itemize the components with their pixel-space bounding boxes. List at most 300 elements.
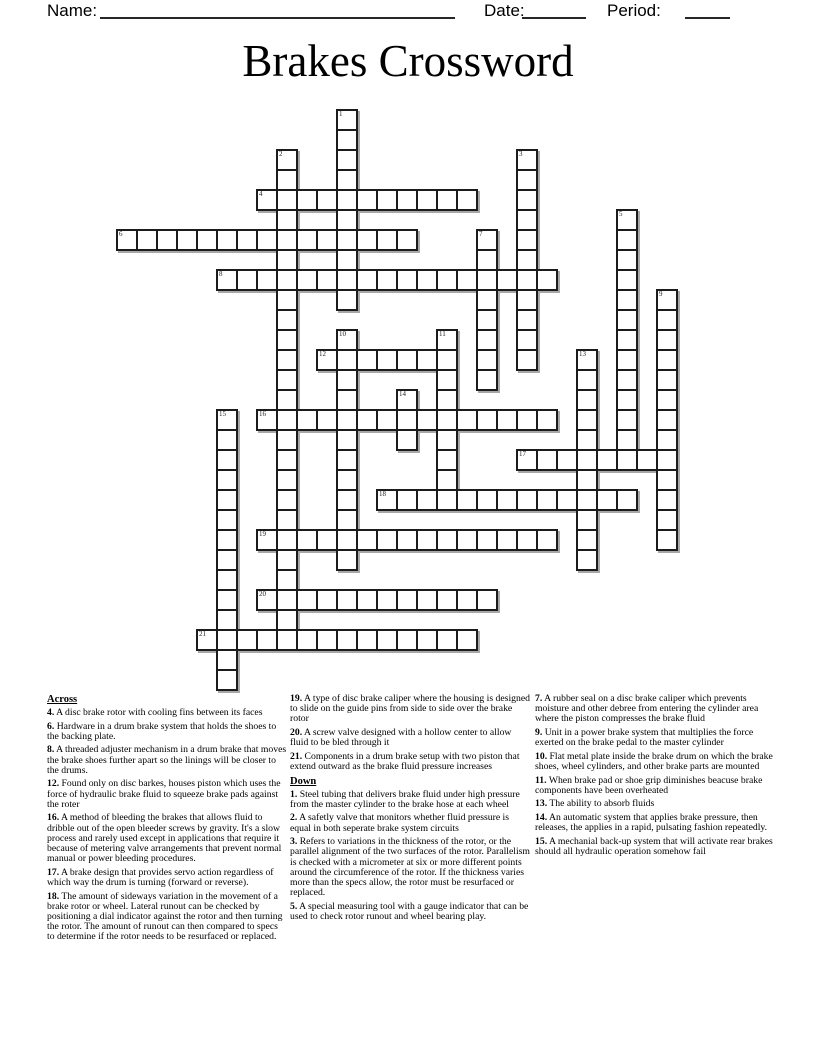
grid-cell-r2c11 — [336, 149, 358, 171]
grid-cell-r21c7 — [256, 529, 278, 551]
grid-cell-r8c14 — [396, 269, 418, 291]
clue-number: 20. — [290, 726, 303, 738]
clue-5: 5. A special measuring tool with a gauge indicator that can be used to check rotor runout and wheel bearing play. — [290, 900, 529, 922]
grid-cell-r1c11 — [336, 129, 358, 151]
grid-cell-r15c21 — [536, 409, 558, 431]
grid-cell-r6c10 — [316, 229, 338, 251]
grid-cell-r8c20 — [516, 269, 538, 291]
clue-20: 20. A screw valve designed with a hollow center to allow fluid to be bled through it — [290, 726, 512, 749]
down-heading: Down — [290, 775, 317, 787]
grid-cell-r19c21 — [536, 489, 558, 511]
period-blank-line — [685, 2, 730, 19]
grid-cell-r7c20 — [516, 249, 538, 271]
grid-cell-r15c23 — [576, 409, 598, 431]
grid-cell-r17c25 — [616, 449, 638, 471]
grid-cell-r18c5 — [216, 469, 238, 491]
grid-cell-r20c11 — [336, 509, 358, 531]
clue-number: 13. — [535, 798, 548, 810]
grid-cell-r11c8 — [276, 329, 298, 351]
grid-cell-r6c9 — [296, 229, 318, 251]
clue-number: 5. — [290, 900, 298, 912]
grid-cell-r19c15 — [416, 489, 438, 511]
grid-cell-r12c15 — [416, 349, 438, 371]
grid-cell-r15c17 — [456, 409, 478, 431]
grid-cell-r19c5 — [216, 489, 238, 511]
grid-cell-r12c11 — [336, 349, 358, 371]
grid-cell-r21c15 — [416, 529, 438, 551]
clue-number: 9. — [535, 726, 543, 738]
clue-3: 3. Refers to variations in the thickness of the rotor, or the parallel alignment of the two surfaces of the rotor. Parallelism is checked with a micrometer at six or more different points around the circumference of the rotor. If the thickness varies more than the specs allow, the rotor must be resurfaced or replaced. — [290, 836, 530, 898]
grid-cell-r8c16 — [436, 269, 458, 291]
clue-18: 18. The amount of sideways variation in the movement of a brake rotor or wheel. Lateral runout can be checked by positioning a dial indicator against the rotor and then turning the rotor. The amount of runout can then compared to specs to determine if the rotor needs to be resurfaced or replaced. — [47, 890, 283, 943]
grid-cell-r4c12 — [356, 189, 378, 211]
grid-cell-r19c27 — [656, 489, 678, 511]
crossword-grid — [117, 110, 679, 692]
grid-cell-r10c18 — [476, 309, 498, 331]
grid-cell-r14c11 — [336, 389, 358, 411]
grid-cell-r9c27 — [656, 289, 678, 311]
grid-cell-r19c13 — [376, 489, 398, 511]
date-label: Date: — [484, 1, 525, 20]
grid-cell-r15c14 — [396, 409, 418, 431]
clue-11: 11. When brake pad or shoe grip diminishes beacuse brake components have been overheated — [535, 774, 763, 796]
grid-cell-r21c9 — [296, 529, 318, 551]
grid-cell-r6c4 — [196, 229, 218, 251]
grid-cell-r24c8 — [276, 589, 298, 611]
grid-cell-r8c25 — [616, 269, 638, 291]
grid-cell-r7c18 — [476, 249, 498, 271]
clue-1: 1. Steel tubing that delivers brake fluid under high pressure from the master cylinder to the brake hose at each wheel — [290, 788, 520, 810]
clue-number: 17. — [47, 866, 60, 878]
grid-cell-r14c14 — [396, 389, 418, 411]
cell-number-9: 9 — [659, 290, 663, 298]
grid-cell-r25c5 — [216, 609, 238, 631]
grid-cell-r19c19 — [496, 489, 518, 511]
cell-number-7: 7 — [479, 230, 483, 238]
grid-cell-r8c6 — [236, 269, 258, 291]
grid-cell-r14c23 — [576, 389, 598, 411]
grid-cell-r21c10 — [316, 529, 338, 551]
grid-cell-r17c26 — [636, 449, 658, 471]
clue-17: 17. A brake design that provides servo action regardless of which way the drum is turning (forward or reverse). — [47, 866, 274, 888]
clue-number: 8. — [47, 744, 55, 756]
grid-cell-r12c13 — [376, 349, 398, 371]
grid-cell-r5c11 — [336, 209, 358, 231]
grid-cell-r8c7 — [256, 269, 278, 291]
grid-cell-r4c11 — [336, 189, 358, 211]
grid-cell-r19c17 — [456, 489, 478, 511]
clue-6: 6. Hardware in a drum brake system that holds the shoes to the backing plate. — [47, 720, 277, 742]
grid-cell-r4c20 — [516, 189, 538, 211]
grid-cell-r6c2 — [156, 229, 178, 251]
clue-number: 11. — [535, 774, 547, 786]
grid-cell-r4c8 — [276, 189, 298, 211]
clue-number: 3. — [290, 836, 298, 848]
clue-4: 4. A disc brake rotor with cooling fins between its faces — [47, 707, 263, 718]
clue-number: 15. — [535, 835, 548, 847]
grid-cell-r24c12 — [356, 589, 378, 611]
grid-cell-r20c23 — [576, 509, 598, 531]
clue-13: 13. The ability to absorb fluids — [535, 798, 655, 810]
clue-15: 15. A mechanial back-up system that will activate rear brakes should all hydraulic operation somehow fail — [535, 835, 773, 858]
grid-cell-r16c23 — [576, 429, 598, 451]
grid-cell-r21c23 — [576, 529, 598, 551]
grid-cell-r3c11 — [336, 169, 358, 191]
clue-8: 8. A threaded adjuster mechanism in a drum brake that moves the brake shoes further apart so the linings will be closer to the drums. — [47, 744, 287, 776]
grid-cell-r8c15 — [416, 269, 438, 291]
grid-cell-r13c11 — [336, 369, 358, 391]
grid-cell-r9c8 — [276, 289, 298, 311]
grid-cell-r20c8 — [276, 509, 298, 531]
grid-cell-r21c8 — [276, 529, 298, 551]
grid-cell-r21c17 — [456, 529, 478, 551]
grid-cell-r17c5 — [216, 449, 238, 471]
grid-cell-r15c25 — [616, 409, 638, 431]
grid-cell-r17c24 — [596, 449, 618, 471]
grid-cell-r6c6 — [236, 229, 258, 251]
cell-number-3: 3 — [519, 150, 523, 158]
grid-cell-r28c5 — [216, 669, 238, 691]
grid-cell-r26c11 — [336, 629, 358, 651]
grid-cell-r10c25 — [616, 309, 638, 331]
grid-cell-r8c21 — [536, 269, 558, 291]
grid-cell-r16c25 — [616, 429, 638, 451]
grid-cell-r19c11 — [336, 489, 358, 511]
grid-cell-r6c13 — [376, 229, 398, 251]
grid-cell-r8c13 — [376, 269, 398, 291]
grid-cell-r24c13 — [376, 589, 398, 611]
grid-cell-r10c8 — [276, 309, 298, 331]
grid-cell-r18c23 — [576, 469, 598, 491]
cell-number-11: 11 — [439, 330, 446, 338]
cell-number-21: 21 — [199, 630, 206, 638]
clue-number: 12. — [47, 778, 60, 790]
grid-cell-r23c5 — [216, 569, 238, 591]
grid-cell-r13c18 — [476, 369, 498, 391]
grid-cell-r26c12 — [356, 629, 378, 651]
grid-cell-r16c5 — [216, 429, 238, 451]
grid-cell-r27c5 — [216, 649, 238, 671]
grid-cell-r4c16 — [436, 189, 458, 211]
grid-cell-r19c22 — [556, 489, 578, 511]
grid-cell-r16c16 — [436, 429, 458, 451]
clue-number: 7. — [535, 693, 543, 704]
grid-cell-r21c14 — [396, 529, 418, 551]
grid-cell-r21c20 — [516, 529, 538, 551]
grid-cell-r6c25 — [616, 229, 638, 251]
grid-cell-r26c4 — [196, 629, 218, 651]
grid-cell-r6c7 — [256, 229, 278, 251]
name-blank-line — [100, 2, 455, 19]
grid-cell-r15c13 — [376, 409, 398, 431]
grid-cell-r12c10 — [316, 349, 338, 371]
cell-number-15: 15 — [219, 410, 226, 418]
grid-cell-r11c11 — [336, 329, 358, 351]
grid-cell-r18c16 — [436, 469, 458, 491]
grid-cell-r15c5 — [216, 409, 238, 431]
grid-cell-r24c16 — [436, 589, 458, 611]
grid-cell-r24c10 — [316, 589, 338, 611]
grid-cell-r19c8 — [276, 489, 298, 511]
grid-cell-r16c8 — [276, 429, 298, 451]
grid-cell-r5c8 — [276, 209, 298, 231]
grid-cell-r24c15 — [416, 589, 438, 611]
grid-cell-r24c18 — [476, 589, 498, 611]
grid-cell-r2c20 — [516, 149, 538, 171]
grid-cell-r8c11 — [336, 269, 358, 291]
grid-cell-r26c13 — [376, 629, 398, 651]
grid-cell-r21c18 — [476, 529, 498, 551]
grid-cell-r9c20 — [516, 289, 538, 311]
grid-cell-r3c8 — [276, 169, 298, 191]
clue-10: 10. Flat metal plate inside the brake drum on which the brake shoes, wheel cylinders, and other brake parts are mounted — [535, 750, 773, 772]
grid-cell-r26c10 — [316, 629, 338, 651]
clue-19: 19. A type of disc brake caliper where the housing is designed to slide on the guide pins from side to side over the brake rotor — [290, 693, 530, 725]
grid-cell-r6c0 — [116, 229, 138, 251]
grid-cell-r13c8 — [276, 369, 298, 391]
grid-cell-r15c16 — [436, 409, 458, 431]
grid-cell-r10c20 — [516, 309, 538, 331]
grid-cell-r25c8 — [276, 609, 298, 631]
clue-column-2 — [290, 694, 530, 925]
grid-cell-r19c14 — [396, 489, 418, 511]
grid-cell-r6c14 — [396, 229, 418, 251]
grid-cell-r15c11 — [336, 409, 358, 431]
cell-number-5: 5 — [619, 210, 623, 218]
grid-cell-r17c16 — [436, 449, 458, 471]
grid-cell-r19c24 — [596, 489, 618, 511]
grid-cell-r6c12 — [356, 229, 378, 251]
grid-cell-r24c7 — [256, 589, 278, 611]
grid-cell-r15c18 — [476, 409, 498, 431]
grid-cell-r15c9 — [296, 409, 318, 431]
grid-cell-r21c19 — [496, 529, 518, 551]
grid-cell-r12c23 — [576, 349, 598, 371]
grid-cell-r15c10 — [316, 409, 338, 431]
clue-number: 1. — [290, 788, 298, 800]
grid-cell-r8c12 — [356, 269, 378, 291]
grid-cell-r14c8 — [276, 389, 298, 411]
grid-cell-r7c11 — [336, 249, 358, 271]
grid-cell-r21c5 — [216, 529, 238, 551]
grid-cell-r14c27 — [656, 389, 678, 411]
grid-cell-r21c21 — [536, 529, 558, 551]
grid-cell-r24c14 — [396, 589, 418, 611]
cell-number-1: 1 — [339, 110, 343, 118]
grid-cell-r13c16 — [436, 369, 458, 391]
cell-number-16: 16 — [259, 410, 266, 418]
clue-2: 2. A safetly valve that monitors whether fluid pressure is equal in both seperate brake system circuits — [290, 812, 509, 834]
grid-cell-r17c21 — [536, 449, 558, 471]
grid-cell-r18c27 — [656, 469, 678, 491]
grid-cell-r9c11 — [336, 289, 358, 311]
grid-cell-r2c8 — [276, 149, 298, 171]
grid-cell-r12c12 — [356, 349, 378, 371]
grid-cell-r12c14 — [396, 349, 418, 371]
grid-cell-r3c20 — [516, 169, 538, 191]
clue-12: 12. Found only on disc barkes, houses piston which uses the force of hydraulic brake fluid to squeeze brake pads against the roter — [47, 778, 281, 810]
grid-cell-r8c18 — [476, 269, 498, 291]
grid-cell-r14c25 — [616, 389, 638, 411]
cell-number-8: 8 — [219, 270, 223, 278]
grid-cell-r19c18 — [476, 489, 498, 511]
period-label: Period: — [607, 1, 661, 20]
grid-cell-r17c23 — [576, 449, 598, 471]
grid-cell-r24c5 — [216, 589, 238, 611]
grid-cell-r15c8 — [276, 409, 298, 431]
grid-cell-r26c15 — [416, 629, 438, 651]
clue-14: 14. An automatic system that applies brake pressure, then releases, the applies in a rapid, pulsating fashion repeatedly. — [535, 812, 768, 834]
grid-cell-r8c19 — [496, 269, 518, 291]
grid-cell-r6c1 — [136, 229, 158, 251]
grid-cell-r19c25 — [616, 489, 638, 511]
grid-cell-r12c25 — [616, 349, 638, 371]
clue-7: 7. A rubber seal on a disc brake caliper which prevents moisture and other debree from entering the cylinder area where the piston compresses the brake fluid — [535, 693, 759, 725]
grid-cell-r17c20 — [516, 449, 538, 471]
grid-cell-r12c16 — [436, 349, 458, 371]
grid-cell-r26c6 — [236, 629, 258, 651]
grid-cell-r5c25 — [616, 209, 638, 231]
grid-cell-r14c16 — [436, 389, 458, 411]
clue-column-1 — [47, 694, 287, 946]
grid-cell-r24c11 — [336, 589, 358, 611]
across-heading: Across — [47, 694, 78, 705]
grid-cell-r8c10 — [316, 269, 338, 291]
clue-number: 21. — [290, 750, 303, 762]
grid-cell-r11c25 — [616, 329, 638, 351]
grid-cell-r12c27 — [656, 349, 678, 371]
clue-number: 19. — [290, 693, 303, 704]
grid-cell-r21c16 — [436, 529, 458, 551]
grid-cell-r20c5 — [216, 509, 238, 531]
grid-cell-r13c25 — [616, 369, 638, 391]
grid-cell-r4c17 — [456, 189, 478, 211]
grid-cell-r15c15 — [416, 409, 438, 431]
grid-cell-r22c5 — [216, 549, 238, 571]
grid-cell-r21c27 — [656, 529, 678, 551]
grid-cell-r16c14 — [396, 429, 418, 451]
grid-cell-r11c20 — [516, 329, 538, 351]
grid-cell-r22c11 — [336, 549, 358, 571]
grid-cell-r15c7 — [256, 409, 278, 431]
grid-cell-r20c27 — [656, 509, 678, 531]
clue-16: 16. A method of bleeding the brakes that allows fluid to dribble out of the open bleeder screws by gravity. It's a slow process and rarely used except in applications that require it because of metering valve arrangements that prevent normal manual or power bleeding procedures. — [47, 812, 282, 865]
grid-cell-r23c8 — [276, 569, 298, 591]
grid-cell-r24c17 — [456, 589, 478, 611]
grid-cell-r17c27 — [656, 449, 678, 471]
grid-cell-r10c27 — [656, 309, 678, 331]
grid-cell-r18c8 — [276, 469, 298, 491]
grid-cell-r8c9 — [296, 269, 318, 291]
clue-number: 4. — [47, 707, 55, 718]
clue-column-3 — [535, 694, 775, 861]
grid-cell-r17c22 — [556, 449, 578, 471]
grid-cell-r4c9 — [296, 189, 318, 211]
grid-cell-r16c27 — [656, 429, 678, 451]
name-label: Name: — [47, 1, 98, 20]
grid-cell-r12c8 — [276, 349, 298, 371]
grid-cell-r8c5 — [216, 269, 238, 291]
grid-cell-r7c25 — [616, 249, 638, 271]
grid-cell-r21c11 — [336, 529, 358, 551]
grid-cell-r26c7 — [256, 629, 278, 651]
grid-cell-r15c27 — [656, 409, 678, 431]
grid-cell-r26c5 — [216, 629, 238, 651]
grid-cell-r17c11 — [336, 449, 358, 471]
grid-cell-r9c18 — [476, 289, 498, 311]
grid-cell-r26c8 — [276, 629, 298, 651]
clue-number: 18. — [47, 890, 60, 902]
grid-cell-r4c14 — [396, 189, 418, 211]
cell-number-17: 17 — [519, 450, 526, 458]
grid-cell-r24c9 — [296, 589, 318, 611]
cell-number-18: 18 — [379, 490, 386, 498]
grid-cell-r17c8 — [276, 449, 298, 471]
grid-cell-r13c23 — [576, 369, 598, 391]
grid-cell-r22c8 — [276, 549, 298, 571]
cell-number-14: 14 — [399, 390, 406, 398]
cell-number-12: 12 — [319, 350, 326, 358]
grid-cell-r6c3 — [176, 229, 198, 251]
grid-cell-r0c11 — [336, 109, 358, 131]
grid-cell-r15c20 — [516, 409, 538, 431]
grid-cell-r4c13 — [376, 189, 398, 211]
grid-cell-r21c13 — [376, 529, 398, 551]
grid-cell-r4c7 — [256, 189, 278, 211]
grid-cell-r21c12 — [356, 529, 378, 551]
grid-cell-r22c23 — [576, 549, 598, 571]
date-blank-line — [522, 2, 586, 19]
grid-cell-r8c8 — [276, 269, 298, 291]
grid-cell-r19c23 — [576, 489, 598, 511]
grid-cell-r19c20 — [516, 489, 538, 511]
cell-number-6: 6 — [119, 230, 123, 238]
grid-cell-r15c12 — [356, 409, 378, 431]
grid-cell-r6c11 — [336, 229, 358, 251]
grid-cell-r26c16 — [436, 629, 458, 651]
grid-cell-r18c11 — [336, 469, 358, 491]
grid-cell-r19c16 — [436, 489, 458, 511]
cell-number-20: 20 — [259, 590, 266, 598]
grid-cell-r26c9 — [296, 629, 318, 651]
clue-number: 14. — [535, 812, 548, 824]
grid-cell-r6c20 — [516, 229, 538, 251]
clue-number: 2. — [290, 812, 298, 824]
grid-cell-r6c8 — [276, 229, 298, 251]
grid-cell-r4c10 — [316, 189, 338, 211]
grid-cell-r7c8 — [276, 249, 298, 271]
clue-9: 9. Unit in a power brake system that multiplies the force exerted on the brake pedal to the master cylinder — [535, 726, 754, 749]
cell-number-19: 19 — [259, 530, 266, 538]
clue-number: 6. — [47, 720, 55, 732]
grid-cell-r4c15 — [416, 189, 438, 211]
grid-cell-r12c20 — [516, 349, 538, 371]
grid-cell-r15c19 — [496, 409, 518, 431]
grid-cell-r11c27 — [656, 329, 678, 351]
grid-cell-r26c17 — [456, 629, 478, 651]
page-title: Brakes Crossword — [242, 36, 574, 86]
grid-cell-r12c18 — [476, 349, 498, 371]
clue-number: 10. — [535, 750, 548, 762]
grid-cell-r13c27 — [656, 369, 678, 391]
grid-cell-r6c5 — [216, 229, 238, 251]
cell-number-13: 13 — [579, 350, 586, 358]
cell-number-2: 2 — [279, 150, 283, 158]
grid-cell-r16c11 — [336, 429, 358, 451]
grid-cell-r9c25 — [616, 289, 638, 311]
cell-number-10: 10 — [339, 330, 346, 338]
grid-cell-r11c16 — [436, 329, 458, 351]
